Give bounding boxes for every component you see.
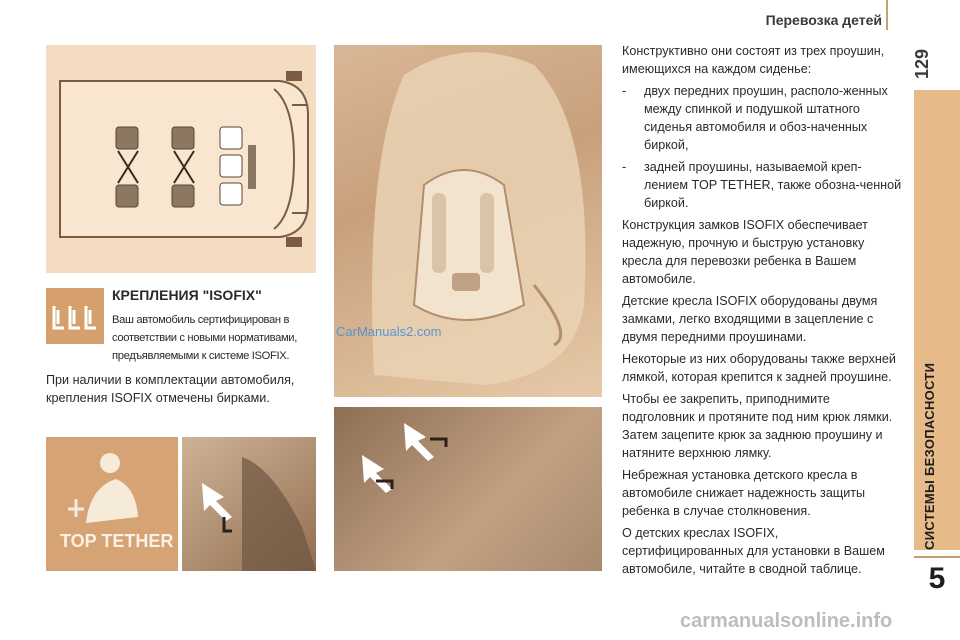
watermark-footer: carmanualsonline.info (680, 610, 893, 632)
top-tether-text: TOP TETHER (60, 531, 174, 551)
page-number: 129 (912, 48, 932, 80)
bullet-text: двух передних проушин, располо-женных между спинкой и подушкой штатного сиденья автомобиля и обоз-наченных биркой, (644, 84, 888, 152)
seat-arrow-icon (182, 437, 316, 571)
van-outline-icon (46, 45, 316, 273)
bullet-dash: - (622, 84, 627, 98)
intro-text: При наличии в комплектации автомобиля, крепления ISOFIX отмечены бирками. (46, 373, 295, 405)
isofix-seats-icon (46, 288, 104, 344)
watermark-link[interactable]: CarManuals2.com (336, 324, 442, 339)
bullet-item (622, 158, 902, 212)
header-divider (886, 0, 888, 30)
bullet-dash: - (622, 160, 627, 174)
paragraph: Чтобы ее закрепить, приподнимите подголовник и протяните под ним крюк лямки. Затем зацепите крюк за заднюю проушину и натяните верхнюю лямку. (622, 392, 893, 460)
top-tether-label-illustration (46, 437, 178, 571)
isofix-anchor-points-illustration (334, 407, 602, 571)
child-seat-icon (334, 45, 602, 397)
van-seat-layout-diagram (46, 45, 316, 273)
isofix-child-seat-illustration (334, 45, 602, 397)
section-note: Ваш автомобиль сертифицирован в соответствии с новыми нормативами, предъявляемыми к системе ISOFIX. (112, 314, 297, 362)
anchor-arrows-icon (334, 407, 602, 571)
chapter-number: 5 (928, 562, 946, 595)
bullet-text: задней проушины, называемой креп-лением TOP TETHER, также обозна-ченной биркой. (644, 160, 902, 210)
chapter-tab-label: СИСТЕМЫ БЕЗОПАСНОСТИ (922, 362, 937, 550)
paragraph: Некоторые из них оборудованы также верхней лямкой, которая крепится к задней проушине. (622, 352, 896, 384)
page-header-title: Перевозка детей (765, 12, 882, 28)
section-title: КРЕПЛЕНИЯ "ISOFIX" (112, 287, 262, 303)
paragraph: Небрежная установка детского кресла в автомобиле снижает надежность защиты ребенка в случае столкновения. (622, 468, 866, 518)
bullet-item (622, 82, 902, 154)
seat-back-tether-illustration (182, 437, 316, 571)
paragraph: Конструктивно они состоят из трех проушин, имеющихся на каждом сиденье: (622, 44, 885, 76)
main-text-column (622, 42, 902, 582)
paragraph: Детские кресла ISOFIX оборудованы двумя замками, легко входящими в зацепление с двумя передними проушинами. (622, 294, 878, 344)
chapter-divider (914, 556, 960, 558)
paragraph: О детских креслах ISOFIX, сертифицированных для установки в Вашем автомобиле, читайте в сводной таблице. (622, 526, 885, 576)
paragraph: Конструкция замков ISOFIX обеспечивает надежную, прочную и быструю установку кресла для перевозки ребенка в Вашем автомобиле. (622, 218, 868, 286)
